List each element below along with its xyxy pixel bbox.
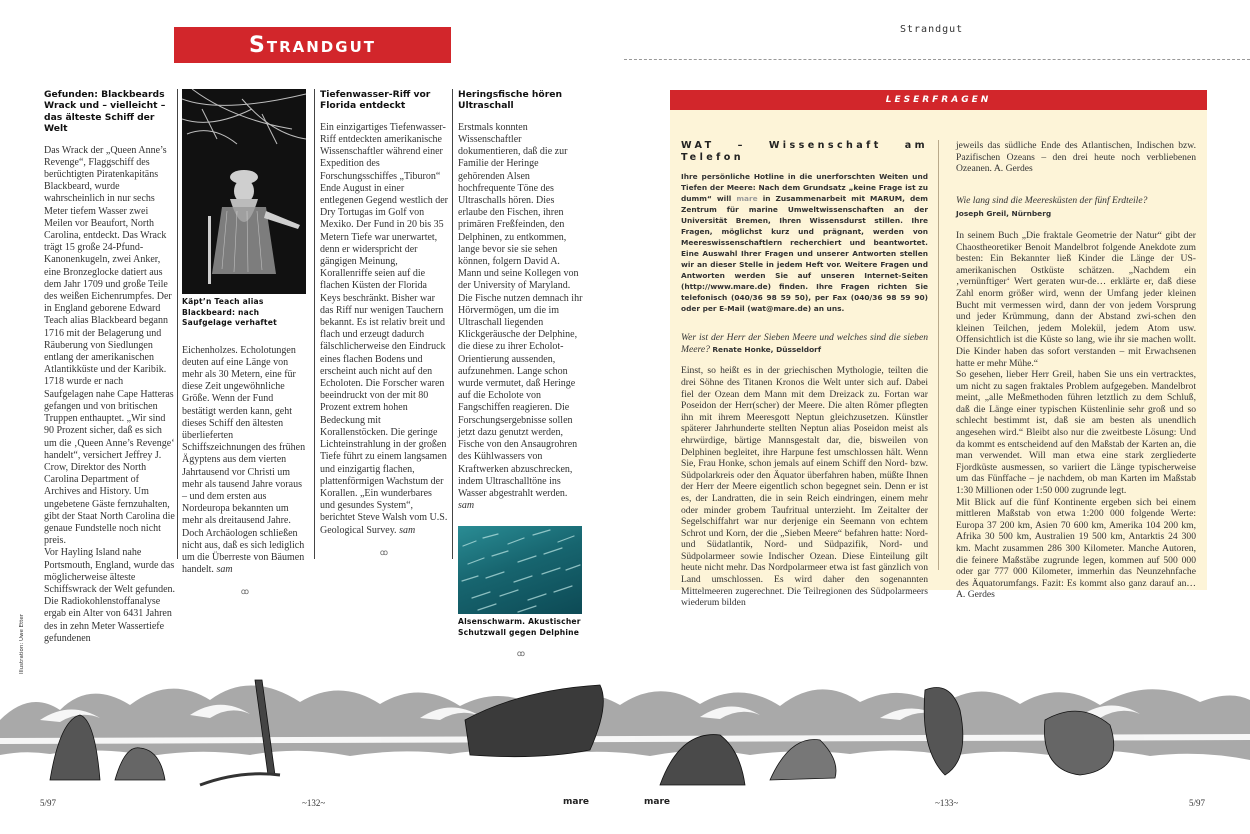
question-text: Wer ist der Herr der Sieben Meere und welches sind die sieben Meere? xyxy=(681,332,928,355)
chain-figure xyxy=(200,774,280,785)
end-mark-icon: ꝏ xyxy=(516,649,526,659)
issue-number-right: 5/97 xyxy=(1189,798,1206,808)
answer-1: Einst, so heißt es in der griechischen Mythologie, teilten die drei Söhne des Titanen Kronos die Welt unter sich auf. Dabei fiel der Ozean dem Mann mit dem Dreizack zu. Fortan war Poseidon der Herr(scher) der Meere. Die alten Römer pflegten ihn mit ihrem Meeresgott Neptun gleichzusetzen. Künstler späterer Jahrhunderte stellten Neptun alias Poseidon meist als ehrwürdige, bärtige Mannsgestalt dar, die, bisweilen von Delphinen begleitet, ihre Harpune fest umschlossen hält. Wenn Sie, Frau Honke, schon jemals auf einem Schiff den Nord- bzw. Südpolarkreis oder den Äquator überfahren haben, müßte Ihnen der Herr der Meere eigentlich schon begegnet sein. Denn er ist es, der Landratten, die in sein Reich eindringen, einem mehr oder minder grobem Taufritual unterzieht. Im Zeitalter der Segelschiffahrt war nur derjenige ein Seemann von echtem Schrot und Korn, der die „Sieben Meere“ befahren hatte: Nord- und Südatlantik, Nord- und Südpazifik, Nord- und Südpolarmeer sowie Indischer Ozean. Diese Einteilung gilt heute nicht mehr. Das Nordpolarmeer etwa ist fast gänzlich von Land umschlossen. Es wird daher den sogenannten Mittelmeeren zugerechnet. Die Teilregionen des Südpolarmeers wiederum bilden xyxy=(681,365,928,609)
question-asker: Joseph Greil, Nürnberg xyxy=(956,209,1052,219)
wat-intro xyxy=(681,171,928,314)
article-headline: Gefunden: Blackbeards Wrack und – vielleicht – das älteste Schiff der Welt xyxy=(44,89,166,135)
question-2-text: Wie lang sind die Meeresküsten der fünf Erdteile? xyxy=(956,194,1148,206)
issue-number-left: 5/97 xyxy=(40,798,57,808)
end-mark-icon: ꝏ xyxy=(240,587,250,597)
image-caption: Alsenschwarm. Akustischer Schutzwall gegen Delphine xyxy=(458,617,581,637)
author-signature: sam xyxy=(399,524,416,536)
box-column-divider xyxy=(938,140,939,570)
header-rule xyxy=(624,59,1250,60)
article-blackbeard-continuation xyxy=(182,345,308,577)
author-signature: sam xyxy=(216,564,233,576)
answer-2-paragraph-1: In seinem Buch „Die fraktale Geometrie der Natur“ gibt der Chaostheoretiker Benoit Mandelbrot folgende Anekdote zum besten: Ein Bekannter ließ Kinder die Länge der US-amerikanischen Ostküste schätzen. „Nachdem ein ‚vernünftiger‘ Wert geraten wur-de… erklärte er, daß diese Zahl enorm größer wird, wenn der Umfang jeder kleinen Bucht mit vermessen wird, dann der von jedem Vorsprung und jeder Krümmung, dann der Abstand zwi-schen den kleinen Teilchen, jedem Molekül, jedem Atom usw. Offensichtlich ist die Küste so lang, wie ihr sie machen wollt. Die Kinder haben das sofort verstanden – mit Erwachsenen hatte er mehr Mühe.“ xyxy=(956,229,1196,369)
page-number-left: ~132~ xyxy=(302,798,326,808)
column-divider xyxy=(452,89,453,559)
mare-logo-left: mare xyxy=(563,797,589,807)
wat-title: WAT – Wissenschaft am Telefon xyxy=(681,140,928,163)
fish-school-photo xyxy=(458,526,582,614)
article-reef xyxy=(320,89,448,559)
box-column-right xyxy=(956,140,1196,601)
article-blackbeard xyxy=(44,89,175,645)
answer-author: A. Gerdes xyxy=(956,589,995,601)
column-divider xyxy=(314,89,315,559)
question-asker: Renate Honke, Düsseldorf xyxy=(712,344,822,354)
article-body-2: Vor Hayling Island nahe Portsmouth, England, wurde das möglicherweise älteste Schiffswrack der Welt gefunden. Die Radiokohlenstoffanalyse ergab ein Alter von 6431 Jahren des in zehn Meter Wassertiefe gefundenen xyxy=(44,547,176,644)
image-caption: Käpt’n Teach alias Blackbeard: nach Saufgelage verhaftet xyxy=(182,297,277,327)
answer-1-continuation: jeweils das südliche Ende des Atlantischen, Indischen bzw. Pazifischen Ozeans – den drei heute noch verbliebenen Ozeanen. xyxy=(956,140,1196,175)
article-herring xyxy=(458,89,584,661)
running-head: Strandgut xyxy=(900,24,964,35)
end-mark-icon: ꝏ xyxy=(379,547,389,557)
answer-2-paragraph-3: Mit Blick auf die fünf Kontinente ergeben sich bei einem mittleren Maßstab von etwa 1:200 000 folgende Werte: Europa 37 200 km, Asien 70 600 km, Amerika 104 200 km, Afrika 30 500 km, Australien 19 500 km, Antarktis 24 300 km. Macht zusammen 286 300 Kilometer. Manche Autoren, die feinere Maßstäbe zugrunde legen, kommen auf 500 000 oder gar 777 000 Kilometer, immerhin das Neunzehnfache des Äquatorumfangs. Fazit: Es kommt also ganz darauf an… xyxy=(956,496,1196,589)
answer-2-paragraph-2: So gesehen, lieber Herr Greil, haben Sie uns ein vertracktes, um nicht zu sagen fraktales Problem aufgegeben. Mandelbrot meint, „alle Meßmethoden führen letztlich zu dem Schluß, daß die Länge einer typischen Küstenlinie sehr groß und so schlecht bestimmt ist, daß sie am besten als unendlich angesehen wird.“ Bleibt also nur die zweitbeste Lösung: Und da kommt es entscheidend auf den Maßstab der Karten an, die man verwendet. Will man etwa eine stark zergliederte Fjordküste ausmessen, so variiert die Länge typischerweise um das Fünffache – je nachdem, ob man Karten im Maßstab 1:30 Millionen oder 1:50 000 zugrunde legt. xyxy=(956,369,1196,497)
author-signature: sam xyxy=(458,500,475,512)
mare-brand-inline: mare xyxy=(736,194,758,204)
box-label-bar xyxy=(670,90,1207,110)
article-body: Erstmals konnten Wissenschaftler dokumentieren, daß die zur Familie der Heringe gehörenden Alsen hochfrequente Töne des Ultraschalls hören. Dies erlaube den Fischen, ihren primären Freßfeinden, den Delphinen, zu entkommen, lange bevor sie sie sehen können, folgern David A. Mann und seine Kollegen von der University of Maryland. Die Fische nutzen demnach ihr Hörvermögen, um die im Ultraschall liegenden Klickgeräusche der Delphine, die diese zu ihrer Echolot-Orientierung aussenden, aufzunehmen. Lange schon wurde vermutet, daß Heringe auf die Echolote von Fangschiffen reagieren. Die Forschungsergebnisse sollen jetzt dazu genutzt werden, Fische von den Ansaugrohren des Kühlwassers von Kraftwerken abzuschrecken, indem Ultraschalltöne ins Wasser abgestrahlt werden. xyxy=(458,121,583,499)
diver-figure xyxy=(1044,711,1113,775)
article-body: Ein einzigartiges Tiefenwasser-Riff entdeckten amerikanische Wissenschaftler während einer Expedition des Forschungsschiffes „Tiburon“ Ende August in einer entlegenen Gegend westlich der Dry Tortugas im Golf von Mexiko. Der Fund in 20 bis 35 Metern Tiefe war unerwartet, denn er widerspricht der gängigen Meinung, Korallenriffe seien auf die flachen Küsten der Florida Keys beschränkt. Bisher war das Riff nur wenigen Tauchern bekannt. Es ist relativ breit und flach und erzeugt dadurch fälschlicherweise den Eindruck eines flachen Bodens und erscheint auch nicht auf den Echoloten. Die Forscher waren beeindruckt von der mit 80 Prozent extrem hohen Bedeckung mit Korallenstöcken. Die geringe Lichteinstrahlung in der großen Tiefe führt zu einem langsamen und einzigartig flachen, plattenförmigen Wachstum der Korallen. „Ein wunderbares und gesundes System“, berichtet Steve Walsh vom U.S. Geological Survey. xyxy=(320,121,449,536)
article-headline: Heringsfische hören Ultraschall xyxy=(458,89,563,112)
intro-text-cont: in Zusammenarbeit mit MARUM, dem Zentrum für marine Umweltwissenschaften an der Universität Bremen, Ihren Wissensdurst stillen. Ihre Fragen, möglichst kurz und prägnant, werden von Meereswissenschaftlern recherchiert und beantwortet. Eine Auswahl Ihrer Fragen und unserer Antworten stellen wir an dieser Stelle in jedem Heft vor. Weitere Fragen und Antworten werden Sie auf unseren Internet-Seiten (http://www.mare.de) finden. Ihre Fragen richten Sie telefonisch (040/36 98 59 50), per Fax (040/36 98 59 90) oder per E-Mail (wat@mare.de) an uns. xyxy=(681,194,928,314)
page-number-right: ~133~ xyxy=(935,798,959,808)
mare-logo-right: mare xyxy=(644,797,670,807)
article-body: Das Wrack der „Queen Anne’s Revenge“, Flaggschiff des berüchtigten Piratenkapitäns Blackbeard, wurde wahrscheinlich in nur sechs Meter tiefem Wasser zwei Meilen vor Beaufort, North Carolina, entdeckt. Das Wrack trägt 15 große 24-Pfund-Kanonenkugeln, zwei Anker, eine Bronzeglocke datiert aus dem Jahr 1709 und große Teile des weißen Eichenrumpfes. Der in England geborene Edward Teach alias Blackbeard begann 1716 mit der Belagerung und Räuberung von Siedlungen entlang der amerikanischen Atlantikküste und der Karibik. 1718 wurde er nach Saufgelagen nahe Cape Hatteras gefangen und von britischen Truppen enthauptet. „Wir sind 90 Prozent sicher, daß es sich um die ‚Queen Anne’s Revenge‘ handelt“, versichert Jeffrey J. Crow, Direktor des North Carolina Department of Archives and History. Um ungebetene Gäste fernzuhalten, gibt der Staat North Carolina die genaue Fundstelle noch nicht preis. xyxy=(44,144,175,547)
article-continuation: Eichenholzes. Echolotungen deuten auf eine Länge von mehr als 30 Metern, eine für diese Zeit ungewöhnliche Größe. Wenn der Fund bestätigt werden kann, geht dieses Schiff den ältesten überlieferten Schiffszeichnungen des frühen Ägyptens aus dem vierten Jahrtausend vor Christi um mehr als tausend Jahre voraus – und dem ersten aus Nordeuropa bekannten um mehr als dreitausend Jahre. Doch Archäologen schließen nicht aus, daß es sich lediglich um die Überreste von Bäumen handelt. xyxy=(182,344,306,576)
column-2 xyxy=(182,89,308,599)
question-1 xyxy=(681,332,928,355)
intro-text: Ihre persönliche Hotline in die unerforschten Weiten und Tiefen der Meere: Nach dem Grundsatz „keine Frage ist zu dumm“ will xyxy=(681,172,928,204)
article-headline: Tiefenwasser-Riff vor Florida entdeckt xyxy=(320,89,431,112)
box-label: LESERFRAGEN xyxy=(885,95,992,105)
sea-wave-illustration xyxy=(0,660,1250,790)
blackbeard-engraving-image xyxy=(182,89,306,294)
shipwreck-figure xyxy=(465,685,603,757)
answer-author: A. Gerdes xyxy=(993,163,1033,175)
illustration-credit: Illustration: Uwe Etter xyxy=(19,613,25,674)
box-column-left xyxy=(681,140,928,609)
column-divider xyxy=(177,89,178,559)
section-banner: Strandgut xyxy=(174,27,451,63)
